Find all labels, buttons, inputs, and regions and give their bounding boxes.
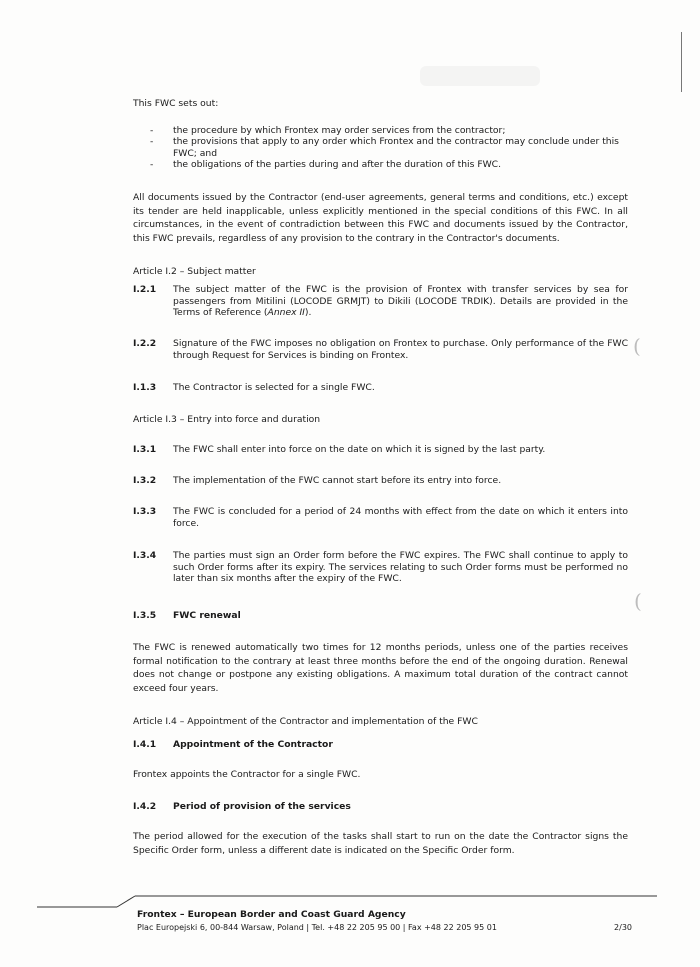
clause-text: The FWC is concluded for a period of 24 months with effect from the date on which it enters into force.: [173, 506, 628, 529]
documents-paragraph: All documents issued by the Contractor (end-user agreements, general terms and conditions, etc.) except its tender are held inapplicable, unless explicitly mentioned in the special conditions of this FWC. In all circumstances, in the event of contradiction between this FWC and documents issued by the Contractor, this FWC prevails, regardless of any provision to the contrary in the Contractor's documents.: [133, 192, 628, 244]
article-1-3-heading: Article I.3 – Entry into force and duration: [133, 414, 321, 425]
clause-number: I.3.5: [133, 610, 157, 621]
clause-number: I.3.4: [133, 550, 157, 561]
clause-text-part: The subject matter of the FWC is the provision of Frontex with transfer services by sea for passengers from Mitilini (LOCODE GRMJT) to Dikili (LOCODE TRDIK). Details are provided in the Terms of Reference (: [173, 284, 628, 319]
margin-bracket-mark: (: [634, 589, 642, 613]
clause-1-4-2: [133, 801, 628, 813]
clause-number: I.3.1: [133, 444, 157, 455]
footer-agency-name: Frontex – European Border and Coast Guard Agency: [137, 909, 406, 920]
clause-1-3-1: [133, 444, 628, 456]
clause-number: I.2.1: [133, 284, 157, 295]
clause-text: The implementation of the FWC cannot start before its entry into force.: [173, 475, 502, 486]
clause-number: I.4.1: [133, 739, 157, 750]
period-paragraph: The period allowed for the execution of the tasks shall start to run on the date the Contractor signs the Specific Order form, unless a different date is indicated on the Specific Order form.: [133, 831, 628, 856]
clause-text: The parties must sign an Order form before the FWC expires. The FWC shall continue to apply to such Order forms after its expiry. The services relating to such Order forms must be performed no later than six months after the expiry of the FWC.: [173, 550, 628, 585]
clause-number: I.2.2: [133, 338, 157, 349]
bullet-item-2: - the provisions that apply to any order which Frontex and the contractor may conclude under this FWC; and: [150, 136, 620, 159]
intro-text: This FWC sets out:: [133, 98, 219, 109]
bullet-list: [150, 125, 620, 171]
clause-1-3-2: [133, 475, 628, 487]
appointment-paragraph: Frontex appoints the Contractor for a single FWC.: [133, 769, 361, 780]
article-1-2-heading: Article I.2 – Subject matter: [133, 266, 256, 277]
bullet-item-1: - the procedure by which Frontex may order services from the contractor;: [150, 125, 620, 136]
clause-number: I.3.2: [133, 475, 157, 486]
clause-number: I.1.3: [133, 382, 157, 393]
clause-title: Period of provision of the services: [173, 801, 351, 812]
clause-1-1-3: [133, 382, 628, 394]
bullet-item-3: - the obligations of the parties during and after the duration of this FWC.: [150, 159, 620, 170]
page-number: 2/30: [614, 923, 632, 932]
footer-address-line: [137, 922, 632, 933]
clause-number: I.4.2: [133, 801, 157, 812]
footer-divider: [37, 892, 657, 910]
clause-1-2-1: [133, 284, 628, 319]
clause-1-2-2: [133, 338, 628, 361]
clause-1-3-3: [133, 506, 628, 529]
clause-text: The FWC shall enter into force on the date on which it is signed by the last party.: [173, 444, 546, 455]
article-1-4-heading: Article I.4 – Appointment of the Contractor and implementation of the FWC: [133, 716, 478, 727]
annex-reference: Annex II: [267, 307, 305, 319]
margin-bracket-mark: (: [633, 334, 641, 358]
clause-1-3-4: [133, 550, 628, 585]
clause-1-3-5: [133, 610, 628, 622]
clause-number: I.3.3: [133, 506, 157, 517]
clause-text: Signature of the FWC imposes no obligation on Frontex to purchase. Only performance of the FWC through Request for Services is binding on Frontex.: [173, 338, 628, 361]
renewal-paragraph: The FWC is renewed automatically two times for 12 months periods, unless one of the parties receives formal notification to the contrary at least three months before the end of the ongoing duration. Renewal does not change or postpone any existing obligations. A maximum total duration of the contract cannot exceed four years.: [133, 642, 628, 694]
clause-1-4-1: [133, 739, 628, 751]
faint-stamp-mark: [420, 66, 540, 86]
scan-edge-line: [681, 32, 682, 92]
clause-text: The Contractor is selected for a single FWC.: [173, 382, 375, 393]
clause-text-part: ).: [304, 307, 312, 319]
clause-title: FWC renewal: [173, 610, 241, 621]
clause-title: Appointment of the Contractor: [173, 739, 333, 750]
footer-address: Plac Europejski 6, 00-844 Warsaw, Poland | Tel. +48 22 205 95 00 | Fax +48 22 205 95 01: [137, 923, 497, 932]
clause-text: [173, 284, 628, 319]
